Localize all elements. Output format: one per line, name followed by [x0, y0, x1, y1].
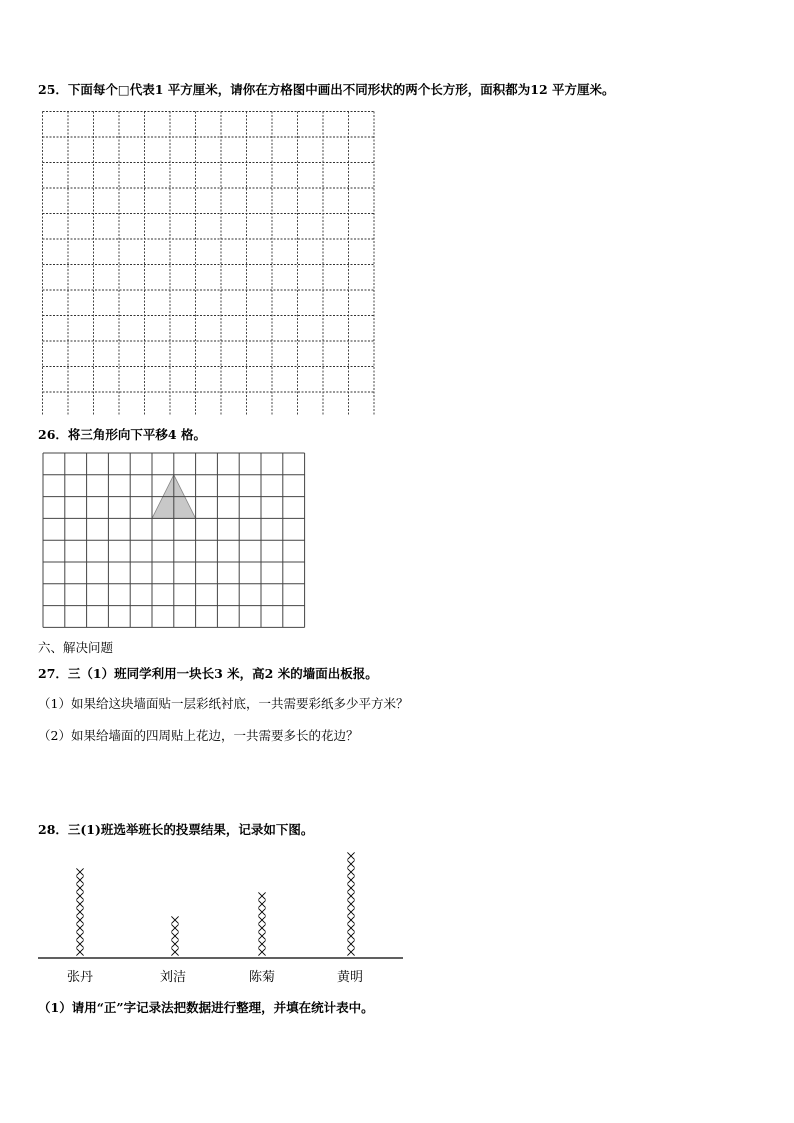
vote-mark: [258, 948, 265, 955]
vote-mark: [347, 932, 354, 939]
vote-mark: [347, 892, 354, 899]
square-grid-25: [41, 110, 381, 415]
vote-mark: [347, 924, 354, 931]
vote-label-2: 陈菊: [249, 970, 276, 985]
question-27-sub1: （1）如果给这块墙面贴一层彩纸衬底，一共需要彩纸多少平方米？: [38, 696, 409, 711]
question-27-sub2: （2）如果给墙面的四周贴上花边，一共需要多长的花边？: [38, 728, 359, 743]
vote-mark: [347, 876, 354, 883]
vote-mark: [76, 916, 83, 923]
vote-mark: [171, 932, 178, 939]
vote-mark: [76, 932, 83, 939]
vote-mark: [347, 852, 354, 859]
vote-label-1: 刘洁: [160, 970, 187, 985]
vote-mark: [76, 892, 83, 899]
vote-mark: [258, 900, 265, 907]
vote-mark: [171, 948, 178, 955]
vote-mark: [76, 884, 83, 891]
section-title: 六、解决问题: [38, 640, 114, 655]
vote-mark: [258, 932, 265, 939]
vote-mark: [347, 868, 354, 875]
vote-mark: [258, 924, 265, 931]
vote-mark: [76, 924, 83, 931]
vote-mark: [76, 900, 83, 907]
question-27-text: 27．三（1）班同学利用一块长3 米，高2 米的墙面出板报。: [38, 666, 378, 681]
vote-mark: [258, 916, 265, 923]
vote-mark: [347, 940, 354, 947]
vote-mark: [76, 876, 83, 883]
question-26-text: 26．将三角形向下平移4 格。: [38, 427, 206, 442]
vote-mark: [347, 948, 354, 955]
vote-mark: [76, 940, 83, 947]
vote-mark: [347, 916, 354, 923]
vote-mark: [258, 892, 265, 899]
question-28-text: 28．三(1)班选举班长的投票结果，记录如下图。: [38, 822, 314, 837]
vote-label-3: 黄明: [337, 970, 364, 985]
vote-mark: [76, 868, 83, 875]
vote-mark: [347, 900, 354, 907]
vote-mark: [347, 884, 354, 891]
vote-x-chart: [38, 848, 408, 963]
vote-mark: [347, 908, 354, 915]
question-28-sub1: （1）请用“正”字记录法把数据进行整理，并填在统计表中。: [38, 1000, 374, 1015]
vote-mark: [171, 924, 178, 931]
vote-mark: [171, 940, 178, 947]
question-25-text: 25．下面每个□代表1 平方厘米，请你在方格图中画出不同形状的两个长方形，面积都为12 平方厘米。: [38, 82, 615, 97]
square-grid-26: [42, 452, 308, 636]
vote-mark: [76, 908, 83, 915]
vote-mark: [76, 948, 83, 955]
vote-mark: [171, 916, 178, 923]
vote-mark: [258, 940, 265, 947]
vote-mark: [258, 908, 265, 915]
vote-label-0: 张丹: [67, 970, 94, 985]
vote-mark: [347, 860, 354, 867]
